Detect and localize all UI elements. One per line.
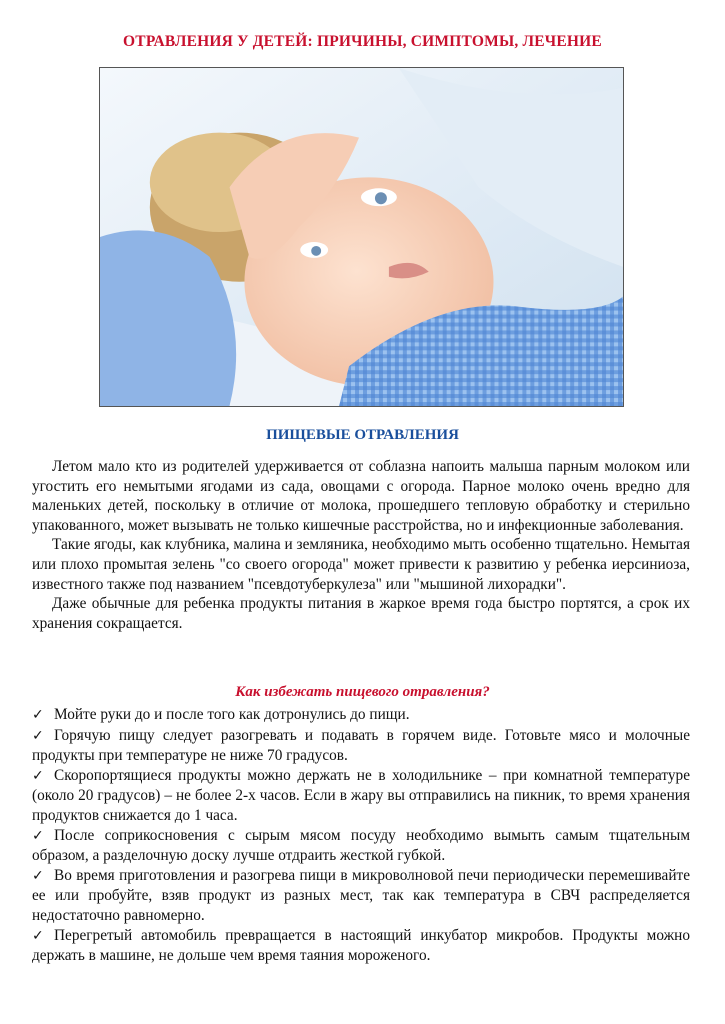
tip-text: После соприкосновения с сырым мясом посуду необходимо вымыть самым тщательным образом, а разделочную доску лучше отдраить жесткой губкой.	[32, 826, 690, 865]
paragraph: Летом мало кто из родителей удерживается от соблазна напоить малыша парным молоком или угостить его немытыми ягодами из сада, овощами с огорода. Парное молоко очень вредно для маленьких детей, поскольку в отличие от молока, прошедшего тепловую обработку и стерильно упакованного, может вызывать не только кишечные расстройства, но и инфекционные заболевания.	[32, 458, 690, 534]
list-item	[32, 726, 690, 766]
tip-text: Перегретый автомобиль превращается в настоящий инкубатор микробов. Продукты можно держать в машине, не дольше чем время таяния мороженого.	[32, 926, 690, 965]
tips-list	[32, 705, 690, 966]
page-title: ОТРАВЛЕНИЯ У ДЕТЕЙ: ПРИЧИНЫ, СИМПТОМЫ, ЛЕЧЕНИЕ	[123, 33, 602, 50]
photo-illustration	[100, 68, 623, 406]
paragraph: Такие ягоды, как клубника, малина и земляника, необходимо мыть особенно тщательно. Немытая или плохо промытая зелень "со своего огорода" может привести к развитию у ребенка иерсиниоза, известного также под названием "псевдотуберкулеза" или "мышиной лихорадки".	[32, 536, 690, 593]
checkmark-icon: ✓	[32, 767, 44, 784]
tip-text: Горячую пищу следует разогревать и подавать в горячем виде. Готовьте мясо и молочные продукты при температуре не ниже 70 градусов.	[32, 726, 690, 765]
list-item	[32, 705, 690, 726]
list-item	[32, 926, 690, 966]
list-item	[32, 826, 690, 866]
section-title: ПИЩЕВЫЕ ОТРАВЛЕНИЯ	[266, 427, 459, 443]
tip-text: Во время приготовления и разогрева пищи в микроволновой печи периодически перемешивайте ее или пробуйте, взяв продукт из разных мест, так как температура в СВЧ распределяется недостаточно равномерно.	[32, 866, 690, 924]
checkmark-icon: ✓	[32, 727, 44, 744]
list-item	[32, 866, 690, 926]
subsection-title: Как избежать пищевого отравления?	[235, 684, 490, 700]
checkmark-icon: ✓	[32, 867, 44, 884]
tip-text: Скоропортящиеся продукты можно держать не в холодильнике – при комнатной температуре (около 20 градусов) – не более 2-х часов. Если в жару вы отправились на пикник, то время хранения продуктов снижается до 1 часа.	[32, 766, 690, 824]
tip-text: Мойте руки до и после того как дотронулись до пищи.	[54, 706, 410, 723]
paragraph: Даже обычные для ребенка продукты питания в жаркое время года быстро портятся, а срок их хранения сокращается.	[32, 595, 690, 632]
intro-text	[32, 457, 690, 633]
checkmark-icon: ✓	[32, 827, 44, 844]
checkmark-icon: ✓	[32, 707, 44, 723]
list-item	[32, 766, 690, 826]
checkmark-icon: ✓	[32, 927, 44, 944]
sick-child-photo	[99, 67, 624, 407]
